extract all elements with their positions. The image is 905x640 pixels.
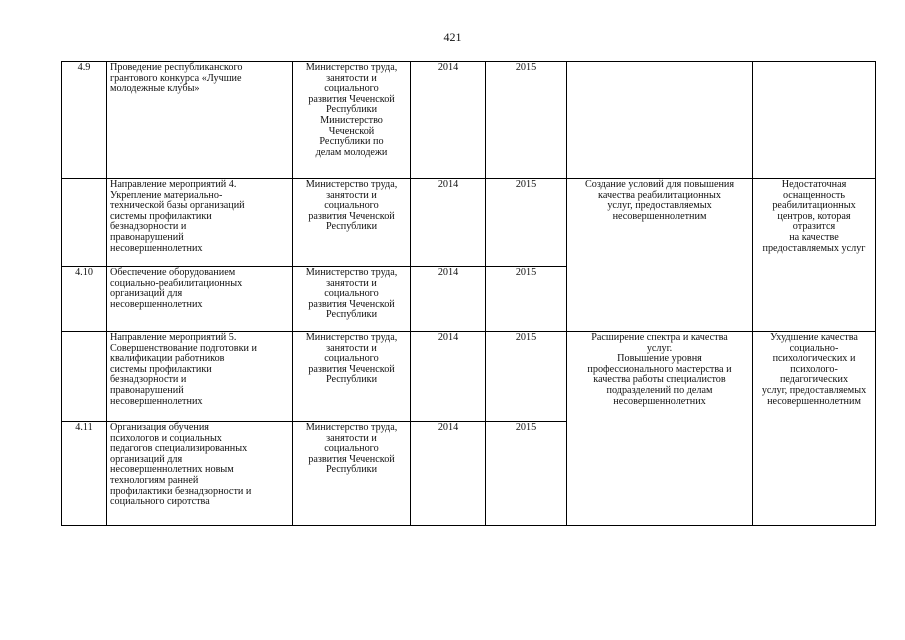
cell-line: делам молодежи: [315, 146, 388, 158]
cell-line: социально-реабилитационных: [110, 277, 243, 289]
cell-line: реабилитационных: [772, 200, 856, 212]
consequences: [753, 332, 876, 526]
start-year: 2014: [411, 267, 486, 332]
end-year: 2015: [486, 179, 567, 267]
cell-line: занятости и: [326, 72, 377, 84]
cell-line: педагогов специализированных: [110, 443, 248, 455]
start-year: 2014: [411, 332, 486, 422]
start-year: 2014: [411, 62, 486, 179]
cell-line: системы профилактики: [110, 363, 212, 375]
cell-line: на качестве: [789, 231, 839, 243]
cell-line: социально-: [789, 342, 839, 354]
cell-line: несовершеннолетним: [612, 210, 707, 222]
cell-line: несовершеннолетних: [110, 298, 203, 310]
cell-line: несовершеннолетних новым: [110, 464, 234, 476]
cell-line: услуг, предоставляемых: [761, 384, 867, 396]
cell-line: Министерство труда,: [305, 267, 398, 278]
cell-line: технической базы организаций: [110, 200, 245, 212]
cell-line: Министерство труда,: [305, 62, 398, 73]
cell-line: социального: [324, 200, 379, 212]
cell-line: развития Чеченской: [308, 363, 395, 375]
cell-line: Министерство труда,: [305, 179, 398, 190]
cell-line: Республики: [325, 309, 378, 321]
cell-line: профессионального мастерства и: [587, 363, 732, 375]
row-number: 4.11: [62, 422, 107, 526]
cell-line: Министерство труда,: [305, 332, 398, 343]
cell-line: развития Чеченской: [308, 453, 395, 465]
cell-line: квалификации работников: [110, 353, 225, 365]
start-year: 2014: [411, 179, 486, 267]
executor: [293, 422, 411, 526]
cell-line: психолого-педагогических: [779, 363, 849, 386]
executor: [293, 62, 411, 179]
cell-line: несовершеннолетним: [767, 395, 861, 407]
cell-line: занятости и: [326, 432, 377, 444]
cell-line: профилактики безнадзорности и: [110, 485, 252, 497]
consequences: [753, 62, 876, 179]
end-year: 2015: [486, 422, 567, 526]
expected-result: [567, 62, 753, 179]
cell-line: Расширение спектра и качества: [591, 332, 728, 343]
cell-line: Республики: [325, 221, 378, 233]
cell-line: Обеспечение оборудованием: [110, 267, 236, 278]
cell-line: Организация обучения: [110, 422, 209, 433]
table-row: [62, 332, 876, 422]
cell-line: услуг.: [646, 342, 673, 354]
cell-line: центров, которая отразится: [777, 210, 851, 233]
cell-line: технологиям ранней: [110, 474, 199, 486]
row-number: 4.10: [62, 267, 107, 332]
cell-line: Направление мероприятий 4.: [110, 179, 237, 190]
row-number: 4.9: [62, 62, 107, 179]
cell-line: качества реабилитационных: [598, 189, 721, 201]
cell-line: Чеченской: [328, 125, 375, 137]
cell-line: социального: [324, 353, 379, 365]
cell-line: несовершеннолетних: [110, 242, 203, 254]
end-year: 2015: [486, 267, 567, 332]
end-year: 2015: [486, 62, 567, 179]
measure-name: [107, 267, 293, 332]
cell-line: занятости и: [326, 189, 377, 201]
cell-line: системы профилактики: [110, 210, 212, 222]
cell-line: предоставляемых услуг: [762, 242, 866, 254]
page-number: 421: [443, 30, 462, 44]
cell-line: грантового конкурса «Лучшие: [110, 72, 242, 84]
cell-line: несовершеннолетних: [110, 395, 203, 407]
cell-line: развития Чеченской: [308, 93, 395, 105]
cell-line: занятости и: [326, 342, 377, 354]
measure-name: [107, 332, 293, 422]
cell-line: Укрепление материально-: [110, 189, 223, 201]
end-year: 2015: [486, 332, 567, 422]
cell-line: несовершеннолетних: [613, 395, 706, 407]
cell-line: Республики: [325, 104, 378, 116]
cell-line: правонарушений: [110, 231, 184, 243]
table-row: [62, 62, 876, 179]
cell-line: правонарушений: [110, 384, 184, 396]
measure-name: [107, 422, 293, 526]
cell-line: услуг, предоставляемых: [607, 200, 712, 212]
cell-line: Направление мероприятий 5.: [110, 332, 237, 343]
executor: [293, 267, 411, 332]
measures-table: [61, 61, 876, 526]
cell-line: Министерство труда,: [305, 422, 398, 433]
cell-line: социального: [324, 288, 379, 300]
consequences: [753, 179, 876, 332]
cell-line: Министерство: [320, 114, 383, 126]
cell-line: Создание условий для повышения: [584, 179, 735, 190]
start-year: 2014: [411, 422, 486, 526]
row-number: [62, 332, 107, 422]
cell-line: Совершенствование подготовки и: [110, 342, 257, 354]
cell-line: социального: [324, 83, 379, 95]
cell-line: занятости и: [326, 277, 377, 289]
cell-line: качества работы специалистов: [593, 374, 726, 386]
cell-line: Республики: [325, 464, 378, 476]
cell-line: Повышение уровня: [617, 353, 702, 365]
row-number: [62, 179, 107, 267]
cell-line: социального сиротства: [110, 496, 210, 508]
cell-line: социального: [324, 443, 379, 455]
cell-line: безнадзорности и: [110, 221, 187, 233]
cell-line: подразделений по делам: [606, 384, 713, 396]
executor: [293, 332, 411, 422]
cell-line: психологов и социальных: [110, 432, 222, 444]
table-row: [62, 179, 876, 267]
cell-line: оснащенность: [782, 189, 846, 201]
cell-line: молодежные клубы»: [110, 83, 200, 95]
executor: [293, 179, 411, 267]
cell-line: развития Чеченской: [308, 210, 395, 222]
measure-name: [107, 179, 293, 267]
cell-line: Республики по: [319, 136, 384, 148]
cell-line: развития Чеченской: [308, 298, 395, 310]
expected-result: [567, 179, 753, 332]
cell-line: психологических и: [772, 353, 856, 365]
cell-line: Республики: [325, 374, 378, 386]
cell-line: организаций для: [110, 453, 183, 465]
cell-line: Ухудшение качества: [770, 332, 858, 343]
expected-result: [567, 332, 753, 526]
cell-line: безнадзорности и: [110, 374, 187, 386]
cell-line: Проведение республиканского: [110, 62, 243, 73]
measure-name: [107, 62, 293, 179]
cell-line: организаций для: [110, 288, 183, 300]
cell-line: Недостаточная: [781, 179, 847, 190]
